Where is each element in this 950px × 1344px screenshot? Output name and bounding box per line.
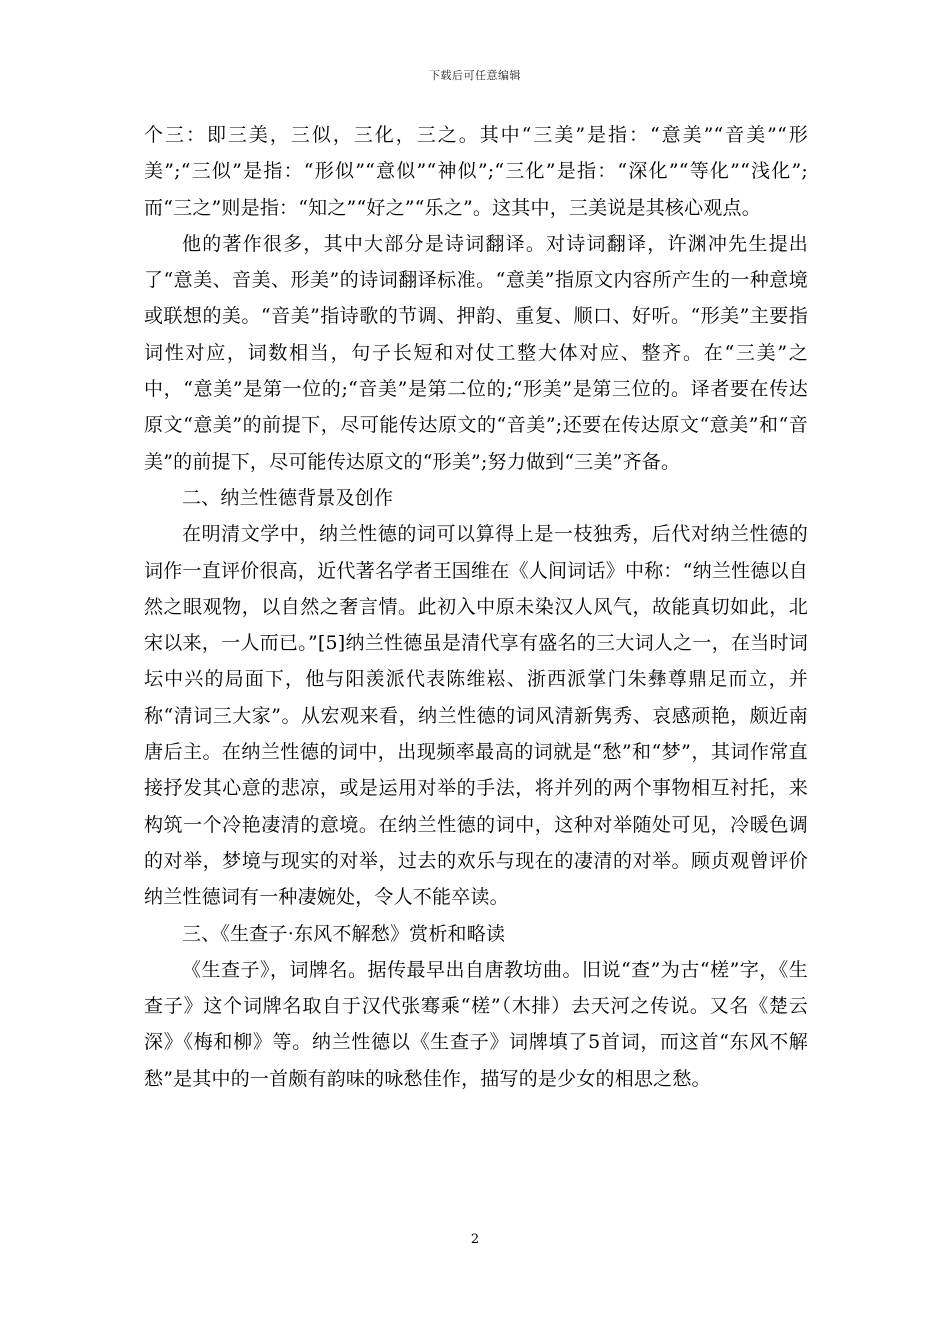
document-body	[144, 117, 808, 1097]
section-heading-poem-analysis: 三、《生查子·东风不解愁》赏析和略读	[182, 922, 506, 945]
paragraph-cipai-introduction: 《生查子》，词牌名。据传最早出自唐教坊曲。旧说“查”为古“槎”字，《生查子》这个词牌名取自于汉代张骞乘“槎”（木排）去天河之传说。又名《楚云深》《梅和柳》等。纳兰性德以《生查子》词牌填了5首词，而这首“东风不解愁”是其中的一首颇有韵味的咏愁佳作，描写的是少女的相思之愁。	[144, 958, 808, 1090]
page-header-note: 下载后可任意编辑	[429, 69, 521, 82]
paragraph-three-beauties-summary: 个三：即三美，三似，三化，三之。其中“三美”是指：“意美”“音美”“形美”;“三似”是指：“形似”“意似”“神似”;“三化”是指：“深化”“等化”“浅化”;而“三之”则是指：“知之”“好之”“乐之”。这其中，三美说是其核心观点。	[144, 124, 808, 219]
section-heading-nalan-background: 二、纳兰性德背景及创作	[182, 486, 394, 509]
page-number: 2	[470, 1232, 480, 1247]
paragraph-nalan-background: 在明清文学中，纳兰性德的词可以算得上是一枝独秀，后代对纳兰性德的词作一直评价很高，近代著名学者王国维在《人间词话》中称：“纳兰性德以自然之眼观物，以自然之奢言情。此初入中原未染汉人风气，故能真切如此，北宋以来，一人而已。”[5]纳兰性德虽是清代享有盛名的三大词人之一，在当时词坛中兴的局面下，他与阳羡派代表陈维崧、浙西派掌门朱彝尊鼎足而立，并称“清词三大家”。从宏观来看，纳兰性德的词风清新隽秀、哀感顽艳，颇近南唐后主。在纳兰性德的词中，出现频率最高的词就是“愁”和“梦”，其词作常直接抒发其心意的悲凉，或是运用对举的手法，将并列的两个事物相互衬托，来构筑一个冷艳凄清的意境。在纳兰性德的词中，这种对举随处可见，冷暖色调的对举，梦境与现实的对举，过去的欢乐与现在的凄清的对举。顾贞观曾评价纳兰性德词有一种凄婉处，令人不能卒读。	[144, 523, 808, 909]
paragraph-translation-standard: 他的著作很多，其中大部分是诗词翻译。对诗词翻译，许渊冲先生提出了“意美、音美、形美”的诗词翻译标准。“意美”指原文内容所产生的一种意境或联想的美。“音美”指诗歌的节调、押韵、重复、顺口、好听。“形美”主要指词性对应，词数相当，句子长短和对仗工整大体对应、整齐。在“三美”之中，“意美”是第一位的;“音美”是第二位的;“形美”是第三位的。译者要在传达原文“意美”的前提下，尽可能传达原文的“音美”;还要在传达原文“意美”和“音美”的前提下，尽可能传达原文的“形美”;努力做到“三美”齐备。	[144, 232, 808, 473]
